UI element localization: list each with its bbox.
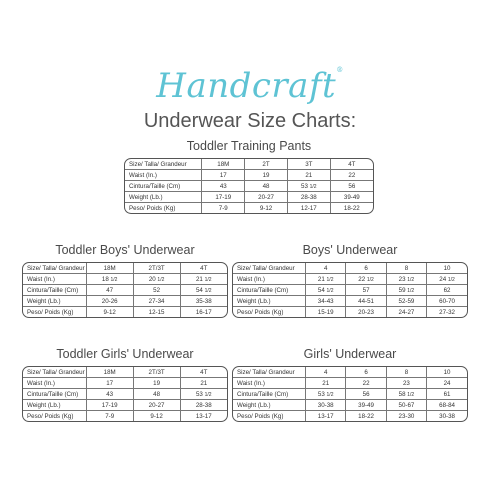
size-value: 24 [427, 378, 467, 389]
size-value: 43 [86, 389, 133, 400]
chart-girls-underwear [232, 347, 468, 422]
size-table [232, 366, 468, 422]
size-column-header: 6 [346, 367, 386, 378]
size-value: 48 [245, 181, 288, 192]
header-row [125, 159, 373, 170]
size-column-header: 10 [427, 263, 467, 274]
brand-name: Handcraft [156, 66, 337, 106]
row-label: Cintura/Taille (Cm) [23, 285, 86, 296]
size-value: 61 [427, 389, 467, 400]
size-value: 53 1/2 [180, 389, 227, 400]
table-row [23, 274, 227, 285]
size-value: 47 [86, 285, 133, 296]
size-value: 54 1/2 [180, 285, 227, 296]
size-value: 19 [133, 378, 180, 389]
size-column-header: 18M [86, 367, 133, 378]
size-value: 35-38 [180, 296, 227, 307]
row-label: Weight (Lb.) [233, 400, 306, 411]
size-table [232, 262, 468, 318]
chart-toddler-girls-underwear [22, 347, 228, 422]
chart-toddler-boys-underwear [22, 243, 228, 318]
size-column-header: 4T [330, 159, 373, 170]
size-column-header: 4T [180, 263, 227, 274]
size-value: 9-12 [133, 411, 180, 422]
size-value: 19 [245, 170, 288, 181]
size-value: 13-17 [195, 412, 212, 420]
size-value: 21 [180, 378, 227, 389]
size-value: 20-23 [346, 307, 386, 318]
size-value: 27-34 [133, 296, 180, 307]
size-header-label: Size/ Talla/ Grandeur [23, 263, 86, 274]
size-value: 48 [133, 389, 180, 400]
header-row [233, 263, 467, 274]
size-value: 15-19 [306, 307, 346, 318]
size-column-header: 18M [86, 263, 133, 274]
table-row [233, 274, 467, 285]
row-label: Waist (In.) [125, 170, 202, 181]
header-row [23, 367, 227, 378]
row-label: Weight (Lb.) [23, 400, 86, 411]
size-grid [125, 159, 373, 213]
chart-title: Toddler Boys' Underwear [55, 243, 195, 257]
size-value: 60-70 [427, 296, 467, 307]
row-label: Peso/ Poids (Kg) [23, 411, 86, 422]
size-table [22, 366, 228, 422]
table-row [23, 285, 227, 296]
table-row [23, 411, 227, 422]
row-label: Weight (Lb.) [23, 296, 86, 307]
size-value: 39-49 [346, 400, 386, 411]
size-value: 28-38 [180, 400, 227, 411]
size-value: 56 [330, 181, 373, 192]
size-value: 18-22 [346, 411, 386, 422]
size-header-label: Size/ Talla/ Grandeur [125, 159, 202, 170]
table-row [23, 389, 227, 400]
size-value: 17 [86, 378, 133, 389]
table-row [125, 203, 373, 214]
chart-title: Toddler Girls' Underwear [56, 347, 194, 361]
row-label: Cintura/Taille (Cm) [233, 389, 306, 400]
size-value: 30-38 [306, 400, 346, 411]
size-column-header: 8 [386, 263, 426, 274]
table-row [233, 285, 467, 296]
size-value: 12-15 [133, 307, 180, 318]
table-row [233, 389, 467, 400]
size-value: 18-22 [343, 204, 360, 212]
row-label: Waist (In.) [233, 378, 306, 389]
size-value: 62 [427, 285, 467, 296]
size-column-header: 2T/3T [133, 367, 180, 378]
size-value: 43 [202, 181, 245, 192]
size-value: 57 [346, 285, 386, 296]
size-value: 58 1/2 [386, 389, 426, 400]
table-row [125, 181, 373, 192]
size-value: 7-9 [86, 411, 133, 422]
row-label: Waist (In.) [23, 274, 86, 285]
size-column-header: 2T [245, 159, 288, 170]
page-title: Underwear Size Charts: [143, 110, 357, 132]
size-table [124, 158, 374, 214]
size-column-header: 18M [202, 159, 245, 170]
table-row [125, 170, 373, 181]
table-row [125, 192, 373, 203]
size-value: 23 1/2 [386, 274, 426, 285]
size-value: 17-19 [86, 400, 133, 411]
size-value: 44-51 [346, 296, 386, 307]
size-value: 22 [330, 170, 373, 181]
row-label: Waist (In.) [23, 378, 86, 389]
size-value: 17-19 [202, 192, 245, 203]
table-row [233, 296, 467, 307]
size-value: 7-9 [202, 203, 245, 214]
size-column-header: 6 [346, 263, 386, 274]
size-value: 21 1/2 [306, 274, 346, 285]
size-value: 34-43 [306, 296, 346, 307]
row-label: Cintura/Taille (Cm) [233, 285, 306, 296]
row-label: Cintura/Taille (Cm) [23, 389, 86, 400]
row-label: Peso/ Poids (Kg) [23, 307, 86, 318]
size-value: 17 [202, 170, 245, 181]
row-label: Cintura/Taille (Cm) [125, 181, 202, 192]
size-column-header: 4T [180, 367, 227, 378]
header-row [23, 263, 227, 274]
size-value: 52-59 [386, 296, 426, 307]
size-value: 24-27 [386, 307, 426, 318]
row-label: Peso/ Poids (Kg) [233, 307, 306, 318]
registered-mark: ® [336, 66, 344, 74]
table-row [233, 411, 467, 422]
size-grid [23, 263, 227, 317]
chart-title: Boys' Underwear [302, 243, 398, 257]
size-grid [23, 367, 227, 421]
size-value: 20 1/2 [133, 274, 180, 285]
size-column-header: 3T [287, 159, 330, 170]
size-value: 16-17 [195, 308, 212, 316]
size-value: 21 1/2 [180, 274, 227, 285]
size-value: 54 1/2 [306, 285, 346, 296]
size-column-header: 4 [306, 263, 346, 274]
size-value: 18 1/2 [86, 274, 133, 285]
table-row [23, 378, 227, 389]
size-value: 50-67 [386, 400, 426, 411]
size-value: 53 1/2 [306, 389, 346, 400]
row-label: Peso/ Poids (Kg) [233, 411, 306, 422]
size-header-label: Size/ Talla/ Grandeur [233, 367, 306, 378]
size-value: 28-38 [287, 192, 330, 203]
table-row [233, 307, 467, 318]
row-label: Weight (Lb.) [125, 192, 202, 203]
chart-boys-underwear [232, 243, 468, 318]
size-column-header: 8 [386, 367, 426, 378]
table-row [233, 378, 467, 389]
chart-title: Toddler Training Pants [186, 139, 312, 153]
size-value: 22 1/2 [346, 274, 386, 285]
size-table [22, 262, 228, 318]
size-value: 20-27 [133, 400, 180, 411]
row-label: Weight (Lb.) [233, 296, 306, 307]
size-value: 27-32 [439, 308, 455, 316]
size-column-header: 4 [306, 367, 346, 378]
row-label: Peso/ Poids (Kg) [125, 203, 202, 214]
size-value: 22 [346, 378, 386, 389]
size-value: 9-12 [245, 203, 288, 214]
table-row [23, 307, 227, 318]
size-value: 9-12 [86, 307, 133, 318]
size-value: 21 [306, 378, 346, 389]
size-value: 13-17 [306, 411, 346, 422]
size-value: 20-27 [245, 192, 288, 203]
size-value: 68-84 [427, 400, 467, 411]
chart-toddler-training-pants [124, 139, 374, 214]
brand-logo [0, 66, 500, 106]
size-value: 39-49 [330, 192, 373, 203]
size-value: 30-38 [439, 412, 455, 420]
size-value: 21 [287, 170, 330, 181]
size-grid [233, 263, 467, 317]
size-value: 52 [133, 285, 180, 296]
size-value: 56 [346, 389, 386, 400]
size-header-label: Size/ Talla/ Grandeur [233, 263, 306, 274]
size-header-label: Size/ Talla/ Grandeur [23, 367, 86, 378]
size-column-header: 2T/3T [133, 263, 180, 274]
size-value: 23 [386, 378, 426, 389]
size-value: 20-26 [86, 296, 133, 307]
table-row [233, 400, 467, 411]
table-row [23, 296, 227, 307]
size-value: 59 1/2 [386, 285, 426, 296]
header-row [233, 367, 467, 378]
size-column-header: 10 [427, 367, 467, 378]
chart-title: Girls' Underwear [303, 347, 397, 361]
size-value: 24 1/2 [427, 274, 467, 285]
size-value: 23-30 [386, 411, 426, 422]
size-grid [233, 367, 467, 421]
size-value: 53 1/2 [287, 181, 330, 192]
row-label: Waist (In.) [233, 274, 306, 285]
size-value: 12-17 [287, 203, 330, 214]
table-row [23, 400, 227, 411]
